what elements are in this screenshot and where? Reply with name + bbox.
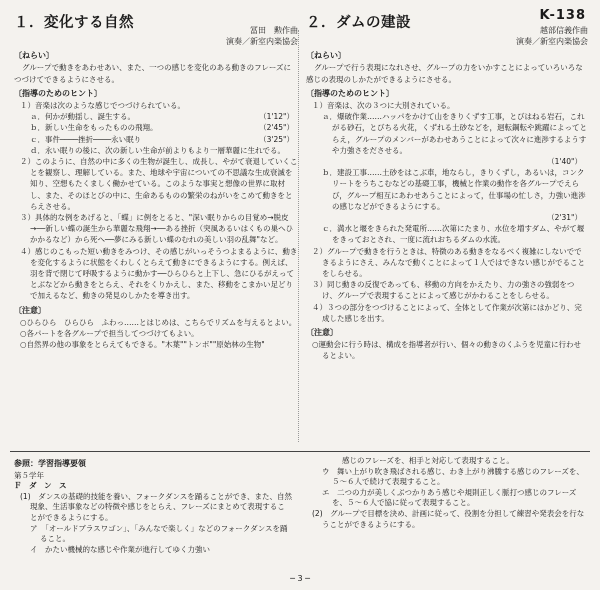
left-note-1: ○ひらひら ひらひら ふわっ……とはじめは、こちらでリズムを与えるとよい。 [20, 317, 297, 327]
reference-item-i: イ かたい機械的な感じや作業が進行してゆく力強い [30, 544, 210, 554]
right-composer: 越部信義作曲 [540, 26, 588, 36]
reference-item-2: (2) グループで目標を決め、計画に従って、役割を分担して練習や発表会を行なうことができるようにする。 [312, 508, 585, 529]
reference-section: Ｆ ダ ン ス [14, 481, 67, 491]
right-time-1a: （1'40"） [547, 157, 582, 167]
right-column [306, 8, 588, 362]
left-composer: 冨田 勲作曲 [250, 26, 298, 36]
right-hint-3: ３）同じ動きの反復であっても、移動の方向をかえたり、力の強さの強弱をつけ、グループで表現することによって感じがかわることをしらせる。 [312, 280, 575, 301]
left-hint-1c: （3'25"） ｃ．事件────挫折────永い眠り [30, 134, 294, 144]
left-hint-1a: （1'12"） ａ．何かが動揺し、誕生する。 [30, 112, 294, 122]
left-performer: 演奏／新室内楽協会 [226, 37, 298, 47]
column-divider [298, 30, 299, 442]
right-hint-2: ２）グループで動きを行うときは、特徴のある動きをなるべく複雑にしないでできるようにさえ、みんなで動くことによって１人ではできない感じがでることをしらせる。 [312, 246, 585, 279]
right-time-1b: （2'31"） [547, 213, 582, 223]
left-aim-heading: 〔ねらい〕 [14, 51, 54, 61]
left-hint-1: １）音楽は次のような感じでつづけられている。 [20, 101, 185, 111]
page-code: K-138 [539, 8, 586, 23]
left-hint-2: ２）このように、自然の中に多くの生物が誕生し、成長し、やがて衰退していくことを観察し、理解している。また、地球や宇宙についての不思議な生成衰滅を知り、空想もたくましく働かせている。このような事実と想像の世界に取材し、また、そのほとびの中に、生命あるものの繁栄のねがいをこめて動きをとらえさせる。 [20, 157, 298, 211]
right-hint-1b: ｂ．建設工事……土砂をはこぶ車，地ならし，きりくずし，あるいは，コンクリートをうちこむなどの基礎工事，機械と作業の動作を各グループでえらび，グループ相互にあわせあうことによって，仕事場の忙しさ，力強い進渉の感じなどができるようにする。 [322, 168, 586, 211]
right-aim-heading: 〔ねらい〕 [306, 51, 346, 61]
left-hint-heading: 〔指導のためのヒント〕 [14, 88, 102, 98]
right-note-heading: 〔注意〕 [306, 328, 338, 338]
left-note-3: ○自然界の他の事象をとらえてもできる。"木葉""トンボ""原始林の生物" [20, 340, 265, 350]
reference-item-e: エ 二つの力が美しくぶつかりあう感じや規則正しく脈打つ感じのフレーズを、５～６人で協に従って表現すること。 [322, 487, 577, 508]
right-hint-heading: 〔指導のためのヒント〕 [306, 88, 394, 98]
left-note-2: ○各パートを各グループで担当してつづけてもよい。 [20, 329, 199, 339]
left-hint-3: ３）具体的な例をあげると、「蝶」に例をとると、"深い眠りからの目覚め→脱皮→──新しい蝶の誕生から華麗な飛翔→──ある挫折（突風あるいはくもの巣へひかかるなど）から死へ──夢にみる新しい蝶のむれの美しい羽の乱舞"など。 [20, 213, 294, 245]
left-hint-1d: ｄ．永い眠りの後に、次の新しい生命が前よりもより一層華麗に生れでる。 [30, 145, 285, 155]
reference-right [306, 456, 588, 530]
left-column [14, 8, 298, 350]
page-number: ─ 3 ─ [290, 574, 310, 583]
reference-heading: 参照：学習指導要領 [14, 459, 86, 468]
section-divider [10, 451, 590, 452]
right-hint-1a: ａ．爆破作業……ハッパをかけて山をきりくずす工事，とびはねる岩石，これがる砂石，とびちる火花，くずれる土砂などを，迴転鋼転や跳躍によってとらえ，グループのメンバーがあわせあうことによって次々に進渉するようすや力強さをださせる。 [322, 112, 587, 155]
right-hint-1: １）音楽は、次の３つに大別されている。 [312, 101, 455, 111]
time-1b: （2'45"） [259, 123, 294, 133]
left-hint-1b: （2'45"） ｂ．新しい生命をもったものの飛翔。 [30, 123, 294, 133]
reference-left [14, 456, 292, 555]
reference-item-a: ア 「オールドブラスワゴン」、「みんなで楽しく」などのフォークダンスを踊ること。 [30, 523, 288, 544]
left-aim-text: グループで動きをあわせあい、また、一つの感じを変化のある動きのフレーズにつづけてできるようにさせる。 [14, 63, 291, 84]
left-note-heading: 〔注意〕 [14, 305, 46, 315]
time-1a: （1'12"） [259, 112, 294, 122]
left-title: １．変化する自然 [14, 15, 134, 31]
reference-item-u: ウ 舞い上がり吹き飛ばされる感じ、わき上がり沸騰する感じのフレーズを、５～６人で続けて表現すること。 [322, 466, 584, 487]
right-hint-1c: ｃ．満水と堰をきられた発電所……次第にたまり、水位を増すダム、やがて堰をきっておとされ、一度に流れおちるダムの水流。 [322, 224, 585, 245]
reference-item-1: (1) ダンスの基礎的技能を養い、フォークダンスを踊ることができ、また、自然現象、生活事象などの特徴や感じをとらえ、フレーズにまとめて表現することができるようにする。 [20, 491, 292, 522]
right-aim-text: グループで行う表現になれさせ、グループの力をいかすことによっていろいろな感じの表現のしかたができるようにさせる。 [306, 63, 583, 84]
time-1c: （3'25"） [259, 134, 294, 144]
reference-item-i-cont: 感じのフレーズを、相手と対応して表現すること。 [342, 456, 514, 465]
right-note-1: ○運動会に行う時は、構成を指導者が行い、個々の動きのくふうを児童に行わせるとよい。 [312, 340, 582, 361]
left-hint-4: ４）感じのこもった短い動きをみつけ、その感じがいっそうつよまるように、動きを変化するように状態をくわしくとらえて動きにできるようにする。例えば、羽を背で閉じて呼吸するように動かす──ひらひらと上下し、急にひるがえってとぶなどから動きをとらえ、それをくりかえし、また、移動をこまかい足どりで加えるなど、動きの発見のしかたを導き出す。 [20, 246, 298, 301]
right-title: ２．ダムの建設 [306, 15, 411, 31]
right-hint-4: ４）３つの部分をつづけることによって、全体として作業が次第にはかどり、完成した感じを出す。 [312, 302, 582, 323]
right-performer: 演奏／新室内楽協会 [516, 37, 588, 47]
reference-grade: 第５学年 [14, 470, 44, 480]
